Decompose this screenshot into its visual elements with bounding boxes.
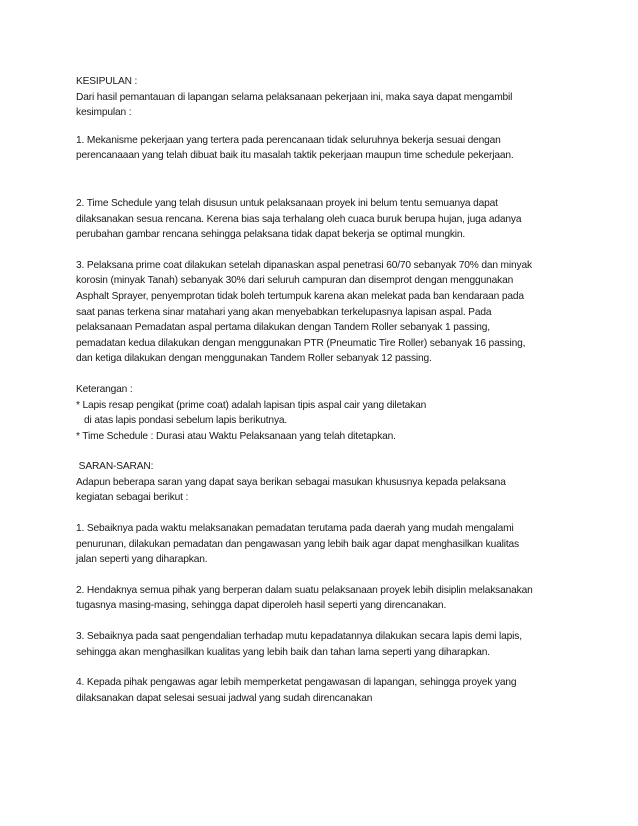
- notes-heading: Keterangan :: [76, 383, 133, 395]
- text-line: 3. Pelaksana prime coat dilakukan setelah dipanaskan aspal penetrasi 60/70 sebanyak 70% dan minyak: [76, 259, 532, 271]
- text-line: Dari hasil pemantauan di lapangan selama pelaksanaan pekerjaan ini, maka saya dapat mengambil: [76, 91, 513, 103]
- text-line: perencanaaan yang telah dibuat baik itu masalah taktik pekerjaan maupun time schedule pekerjaan.: [76, 150, 514, 162]
- suggestion-point-1: [76, 521, 576, 568]
- conclusion-point-3: [76, 258, 576, 367]
- conclusion-point-2: [76, 196, 576, 243]
- text-line: saat panas terkena sinar matahari yang akan menyebabkan terkelupasnya lapisan aspal. Pada: [76, 306, 492, 318]
- suggestions-intro: [76, 475, 576, 506]
- text-line: 3. Sebaiknya pada saat pengendalian terhadap mutu kepadatannya dilakukan secara lapis demi lapis,: [76, 631, 522, 643]
- text-line: dilaksanakan sesua rencana. Kerena bias saja terhalang oleh cuaca buruk berupa hujan, juga adanya: [76, 213, 522, 225]
- text-line: tugasnya masing-masing, sehingga dapat diperoleh hasil seperti yang direncanakan.: [76, 600, 447, 612]
- text-line: sehingga akan menghasilkan kualitas yang lebih baik dan tahan lama seperti yang diharapkan.: [76, 646, 490, 658]
- suggestion-point-4: [76, 675, 576, 706]
- note-item: * Lapis resap pengikat (prime coat) adalah lapisan tipis aspal cair yang diletakan: [76, 399, 427, 411]
- text-line: jalan seperti yang diharapkan.: [76, 554, 208, 566]
- notes-block: [76, 382, 576, 444]
- text-line: 1. Mekanisme pekerjaan yang tertera pada perencanaan tidak seluruhnya bekerja sesuai dengan: [76, 134, 501, 146]
- text-line: kesimpulan :: [76, 107, 132, 119]
- text-line: pelaksanaan Pemadatan aspal pertama dilakukan dengan Tandem Roller sebanyak 1 passing,: [76, 322, 490, 334]
- suggestion-point-2: [76, 583, 576, 614]
- text-line: kegiatan sebagai berikut :: [76, 492, 189, 504]
- conclusion-point-1: [76, 133, 576, 164]
- text-line: dilaksanakan dapat selesai sesuai jadwal yang sudah direncanakan: [76, 692, 373, 704]
- suggestions-heading: SARAN-SARAN:: [76, 461, 154, 473]
- suggestion-point-3: [76, 629, 576, 660]
- text-line: 2. Hendaknya semua pihak yang berperan dalam suatu pelaksanaan proyek lebih disiplin melaksanakan: [76, 584, 533, 596]
- text-line: pemadatan kedua dilakukan dengan menggunakan PTR (Pneumatic Tire Roller) sebanyak 16 passing,: [76, 337, 526, 349]
- text-line: perubahan gambar rencana sehingga pelaksana tidak dapat bekerja se optimal mungkin.: [76, 229, 466, 241]
- text-line: dan ketiga dilakukan dengan menggunakan Tandem Roller sebanyak 12 passing.: [76, 353, 432, 365]
- suggestions-section: [76, 459, 576, 706]
- conclusion-section: [76, 74, 576, 444]
- text-line: 2. Time Schedule yang telah disusun untuk pelaksanaan proyek ini belum tentu semuanya dapat: [76, 197, 498, 209]
- text-line: 4. Kepada pihak pengawas agar lebih memperketat pengawasan di lapangan, sehingga proyek yang: [76, 677, 517, 689]
- text-line: penurunan, dilakukan pemadatan dan pengawasan yang lebih baik agar dapat menghasilkan kualitas: [76, 538, 519, 550]
- conclusion-heading: KESIPULAN :: [76, 76, 138, 87]
- note-item: di atas lapis pondasi sebelum lapis berikutnya.: [76, 415, 288, 427]
- note-item: * Time Schedule : Durasi atau Waktu Pelaksanaan yang telah ditetapkan.: [76, 430, 396, 442]
- document-page: [76, 74, 576, 706]
- text-line: korosin (minyak Tanah) sebanyak 30% dari seluruh campuran dan disemprot dengan menggunakan: [76, 275, 514, 287]
- text-line: Asphalt Sprayer, penyemprotan tidak boleh tertumpuk karena akan melekat pada ban kendaraan pada: [76, 290, 524, 302]
- text-line: 1. Sebaiknya pada waktu melaksanakan pemadatan terutama pada daerah yang mudah mengalami: [76, 523, 514, 535]
- text-line: Adapun beberapa saran yang dapat saya berikan sebagai masukan khususnya kepada pelaksana: [76, 476, 506, 488]
- conclusion-intro: [76, 90, 576, 121]
